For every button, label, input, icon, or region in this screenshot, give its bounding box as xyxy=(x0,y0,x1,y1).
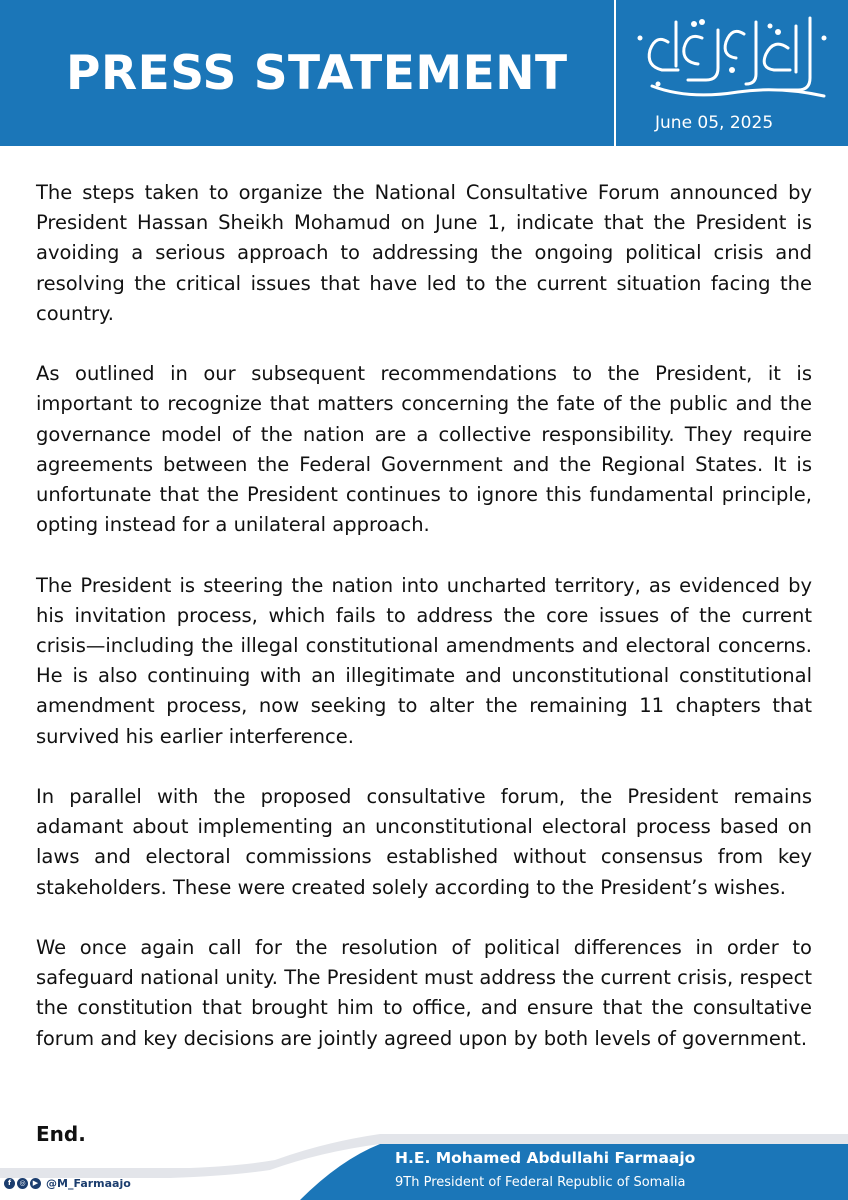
paragraph: The President is steering the nation into uncharted territory, as evidenced by his invitation process, which fails to address the core issues of the current crisis—including the illegal constitutional amendments and electoral concerns. He is also continuing with an illegitimate and unconstitutional constitutional amendment process, now seeking to alter the remaining 11 chapters that survived his earlier interference. xyxy=(36,573,812,748)
end-marker: End. xyxy=(36,1122,86,1146)
social-handle[interactable]: @M_Farmaajo xyxy=(46,1176,131,1190)
statement-body xyxy=(36,178,812,1084)
social-handle-row xyxy=(4,1174,131,1192)
facebook-icon[interactable]: f xyxy=(4,1178,15,1189)
signatory-name: H.E. Mohamed Abdullahi Farmaajo xyxy=(395,1149,696,1167)
paragraph: As outlined in our subsequent recommendations to the President, it is important to recognize that matters concerning the fate of the public and the governance model of the nation are a collective responsibility. They require agreements between the Federal Government and the Regional States. It is unfortunate that the President continues to ignore this fundamental principle, opting instead for a unilateral approach. xyxy=(36,362,812,537)
page-title: PRESS STATEMENT xyxy=(66,46,568,101)
paragraph: The steps taken to organize the National Consultative Forum announced by President Hassan Sheikh Mohamud on June 1, indicate that the President is avoiding a serious approach to addressing the ongoing political crisis and resolving the critical issues that have led to the current situation facing the country. xyxy=(36,181,812,325)
calligraphy-logo xyxy=(628,8,836,104)
header-banner xyxy=(0,0,848,146)
signatory-title: 9Th President of Federal Republic of Somalia xyxy=(395,1175,686,1190)
paragraph: We once again call for the resolution of political differences in order to safeguard national unity. The President must address the current crisis, respect the constitution that brought him to office, and ensure that the consultative forum and key decisions are jointly agreed upon by both levels of government. xyxy=(36,936,812,1050)
youtube-icon[interactable]: ▶ xyxy=(30,1178,41,1189)
paragraph: In parallel with the proposed consultative forum, the President remains adamant about implementing an unconstitutional electoral process based on laws and electoral commissions established without consensus from key stakeholders. These were created solely according to the President’s wishes. xyxy=(36,785,812,899)
instagram-icon[interactable]: ◎ xyxy=(17,1178,28,1189)
header-divider xyxy=(614,0,616,146)
statement-date: June 05, 2025 xyxy=(655,113,774,133)
